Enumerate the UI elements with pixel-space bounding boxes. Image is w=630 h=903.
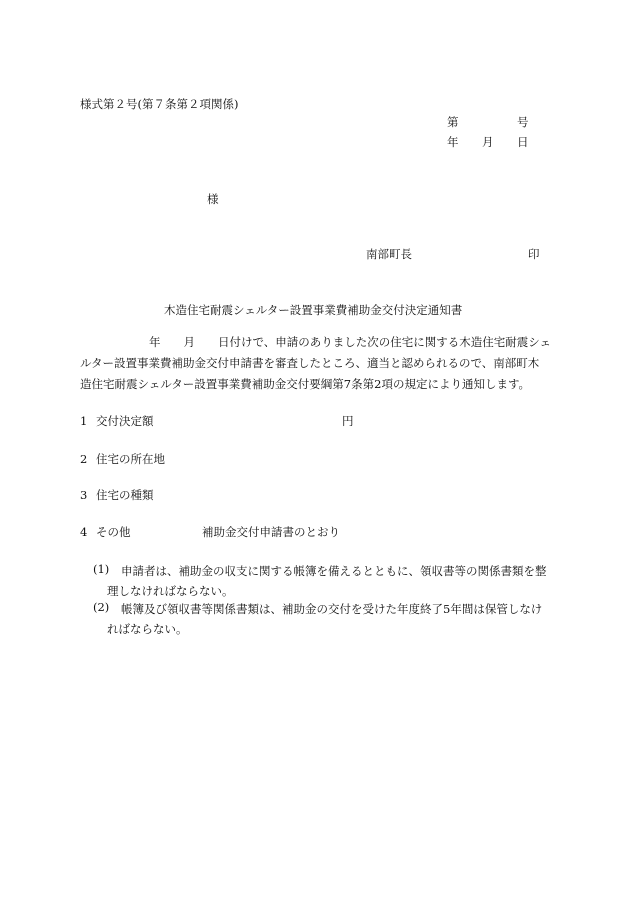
addressee-honorific: 様 <box>207 192 219 206</box>
issuer-name: 南部町長 <box>366 247 412 261</box>
notice-body <box>80 332 552 395</box>
note-line: 理しなければならない。 <box>107 584 234 598</box>
grant-amount-unit: 円 <box>342 414 354 428</box>
item-label-grant-amount: 交付決定額 <box>96 414 154 428</box>
document-number-suffix: 号 <box>517 115 529 129</box>
item-number: 3 <box>80 488 88 502</box>
seal-mark: 印 <box>528 247 540 261</box>
note-line: ればならない。 <box>107 622 188 636</box>
note-text <box>107 599 553 639</box>
notice-body-line: ルター設置事業費補助金交付申請書を審査したところ、適当と認められるので、南部町木 <box>80 356 540 370</box>
note-line: 帳簿及び領収書等関係書類は、補助金の交付を受けた年度終了5年間は保管しなけ <box>121 602 543 616</box>
item-number: 1 <box>80 414 88 428</box>
item-number: 4 <box>80 525 88 539</box>
note-line: 申請者は、補助金の収支に関する帳簿を備えるとともに、領収書等の関係書類を整 <box>121 564 547 578</box>
notice-body-line: 年 月 日付けで、申請のありました次の住宅に関する木造住宅耐震シェ <box>80 335 552 349</box>
note-text <box>107 561 553 601</box>
date-year-label: 年 <box>447 135 459 149</box>
other-value: 補助金交付申請書のとおり <box>202 525 340 539</box>
date-month-label: 月 <box>482 135 494 149</box>
note-number: (1) <box>93 562 110 576</box>
form-number: 様式第２号(第７条第２項関係) <box>80 97 239 111</box>
item-label-other: その他 <box>96 525 131 539</box>
document-title: 木造住宅耐震シェルター設置事業費補助金交付決定通知書 <box>164 303 463 317</box>
item-label-house-location: 住宅の所在地 <box>96 452 165 466</box>
item-number: 2 <box>80 452 88 466</box>
date-day-label: 日 <box>517 135 529 149</box>
document-number-prefix: 第 <box>447 115 459 129</box>
notice-body-line: 造住宅耐震シェルター設置事業費補助金交付要綱第7条第2項の規定により通知します。 <box>80 377 531 391</box>
item-label-house-type: 住宅の種類 <box>96 488 154 502</box>
note-number: (2) <box>93 600 110 614</box>
